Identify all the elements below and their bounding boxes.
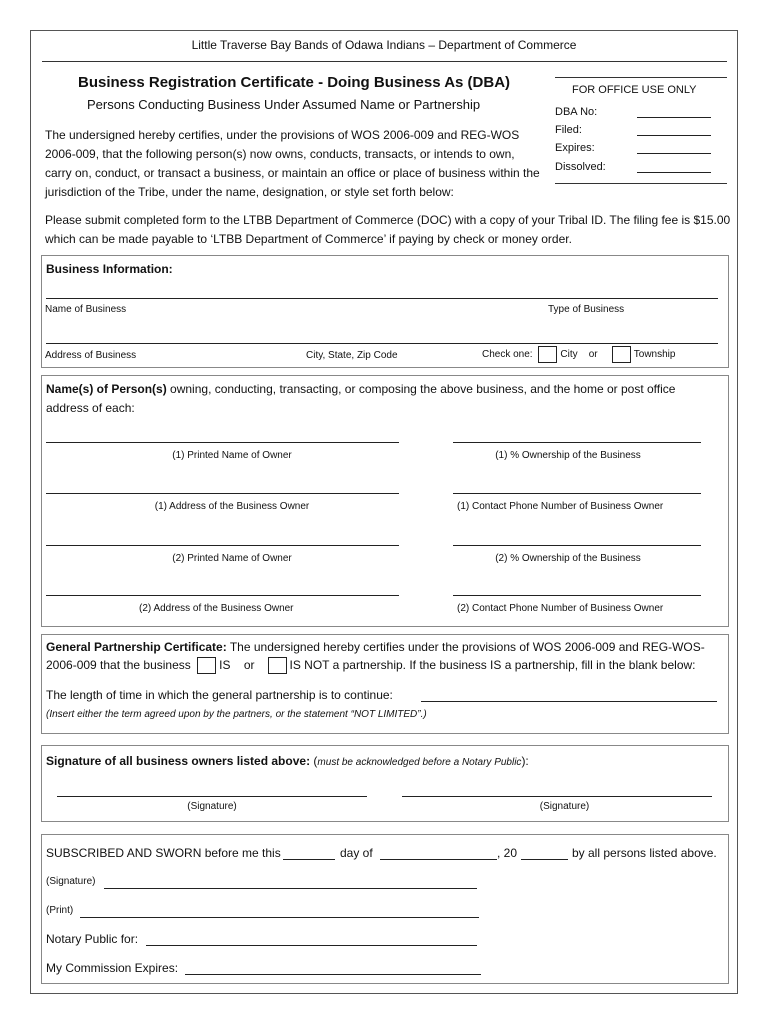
- owner1-pct-label: (1) % Ownership of the Business: [495, 450, 641, 461]
- business-address-line[interactable]: [46, 343, 718, 344]
- owner1-name-label: (1) Printed Name of Owner: [172, 450, 292, 461]
- city-checkbox[interactable]: [538, 346, 557, 363]
- office-field-expires: Expires:: [555, 142, 595, 154]
- sworn-year-line[interactable]: [521, 859, 568, 860]
- partnership-heading: [46, 640, 705, 654]
- owner1-address-label: (1) Address of the Business Owner: [154, 501, 310, 512]
- owner1-name-line[interactable]: [46, 442, 399, 443]
- notary-print-label: (Print): [46, 905, 74, 916]
- notary-print-line[interactable]: [80, 917, 479, 918]
- header-rule: [42, 61, 727, 62]
- signature-heading-close: ):: [521, 754, 529, 768]
- owners-heading: [46, 380, 718, 418]
- notary-signature-line[interactable]: [104, 888, 477, 889]
- signature-line-2[interactable]: [402, 796, 712, 797]
- office-use-title: FOR OFFICE USE ONLY: [572, 84, 697, 96]
- signature-heading-bold: Signature of all business owners listed above:: [46, 754, 311, 768]
- office-field-dissolved: Dissolved:: [555, 161, 606, 173]
- owner1-phone-label: (1) Contact Phone Number of Business Owner: [457, 501, 664, 512]
- signature-heading: [46, 754, 529, 768]
- sworn-text-d: by all persons listed above.: [572, 846, 717, 860]
- office-line-dba: [637, 117, 711, 118]
- partnership-note: (Insert either the term agreed upon by the partners, or the statement “NOT LIMITED”.): [46, 709, 427, 720]
- notary-public-for-label: Notary Public for:: [46, 932, 139, 946]
- commission-expires-label: My Commission Expires:: [46, 961, 179, 975]
- township-checkbox[interactable]: [612, 346, 631, 363]
- submit-note: Please submit completed form to the LTBB Department of Commerce (DOC) with a copy of your Tribal ID. The filing fee is $15.00 which can be made payable to ‘LTBB Department of Commerce’ if paying by check or money order.: [45, 213, 731, 246]
- owner2-address-label: (2) Address of the Business Owner: [139, 603, 294, 614]
- sworn-text-b: day of: [340, 846, 373, 860]
- owner2-pct-line[interactable]: [453, 545, 701, 546]
- owner2-address-line[interactable]: [46, 595, 399, 596]
- partnership-line2-start: 2006-009 that the business: [46, 658, 191, 672]
- city-state-zip-label: City, State, Zip Code: [306, 350, 398, 361]
- office-line-expires: [637, 153, 711, 154]
- is-partnership-checkbox[interactable]: [197, 657, 216, 674]
- commission-expires-line[interactable]: [185, 974, 481, 975]
- signature-label-1: (Signature): [187, 801, 237, 812]
- partnership-heading-rest: The undersigned hereby certifies under the provisions of WOS 2006-009 and REG-WOS-: [226, 640, 705, 654]
- is-label: IS: [219, 658, 231, 672]
- business-name-line[interactable]: [46, 298, 718, 299]
- partnership-length-line[interactable]: [421, 701, 717, 702]
- signature-line-1[interactable]: [57, 796, 367, 797]
- or-label-2: or: [243, 658, 255, 672]
- owner2-name-label: (2) Printed Name of Owner: [172, 553, 292, 564]
- business-info-heading: Business Information:: [46, 262, 173, 276]
- owners-heading-rest: owning, conducting, transacting, or composing the above business, and the home or post office address of each:: [46, 382, 676, 415]
- check-one-row: [482, 346, 675, 363]
- or-label: or: [588, 349, 598, 361]
- office-field-dba: DBA No:: [555, 106, 598, 118]
- form-subtitle: Persons Conducting Business Under Assumed Name or Partnership: [87, 97, 481, 112]
- business-address-label: Address of Business: [45, 350, 137, 361]
- office-line-dissolved: [637, 172, 711, 173]
- intro-paragraph: The undersigned hereby certifies, under the provisions of WOS 2006-009 and REG-WOS 2006-009, that the following person(s) now owns, conducts, transacts, or intends to own, carry on, conduct, or transact a business, or maintain an office or place of business within the jurisdiction of the Tribe, under the name, designation, or style set forth below:: [45, 128, 540, 199]
- owners-heading-bold: Name(s) of Person(s): [46, 382, 167, 396]
- office-top-rule: [555, 77, 727, 78]
- signature-heading-italic: must be acknowledged before a Notary Public: [317, 757, 522, 768]
- sworn-day-line[interactable]: [283, 859, 335, 860]
- signature-heading-open: (: [310, 754, 318, 768]
- owner2-phone-label: (2) Contact Phone Number of Business Owner: [457, 603, 664, 614]
- business-type-label: Type of Business: [548, 304, 625, 315]
- sworn-text-c: , 20: [497, 846, 518, 860]
- office-field-filed: Filed:: [555, 124, 582, 136]
- owner2-pct-label: (2) % Ownership of the Business: [495, 553, 641, 564]
- check-one-label: Check one:: [482, 349, 533, 361]
- sworn-month-line[interactable]: [380, 859, 497, 860]
- city-option-label: City: [560, 349, 578, 361]
- is-not-label: IS NOT a partnership. If the business IS a partnership, fill in the blank below:: [289, 658, 696, 672]
- owner1-address-line[interactable]: [46, 493, 399, 494]
- office-bottom-rule: [555, 183, 727, 184]
- form-title: Business Registration Certificate - Doing Business As (DBA): [78, 74, 511, 91]
- org-name: Little Traverse Bay Bands of Odawa Indians – Department of Commerce: [191, 38, 577, 52]
- owner1-pct-line[interactable]: [453, 442, 701, 443]
- owner2-phone-line[interactable]: [453, 595, 701, 596]
- business-name-label: Name of Business: [45, 304, 127, 315]
- signature-label-2: (Signature): [539, 801, 590, 812]
- township-option-label: Township: [633, 349, 676, 361]
- owner1-phone-line[interactable]: [453, 493, 701, 494]
- is-not-partnership-checkbox[interactable]: [268, 657, 287, 674]
- partnership-length-label: The length of time in which the general partnership is to continue:: [46, 688, 393, 702]
- notary-public-for-line[interactable]: [146, 945, 477, 946]
- notary-signature-label: (Signature): [46, 876, 96, 887]
- owner2-name-line[interactable]: [46, 545, 399, 546]
- office-line-filed: [637, 135, 711, 136]
- sworn-text-a: SUBSCRIBED AND SWORN before me this: [46, 846, 281, 860]
- partnership-line2: [46, 656, 696, 675]
- partnership-heading-bold: General Partnership Certificate:: [46, 640, 227, 654]
